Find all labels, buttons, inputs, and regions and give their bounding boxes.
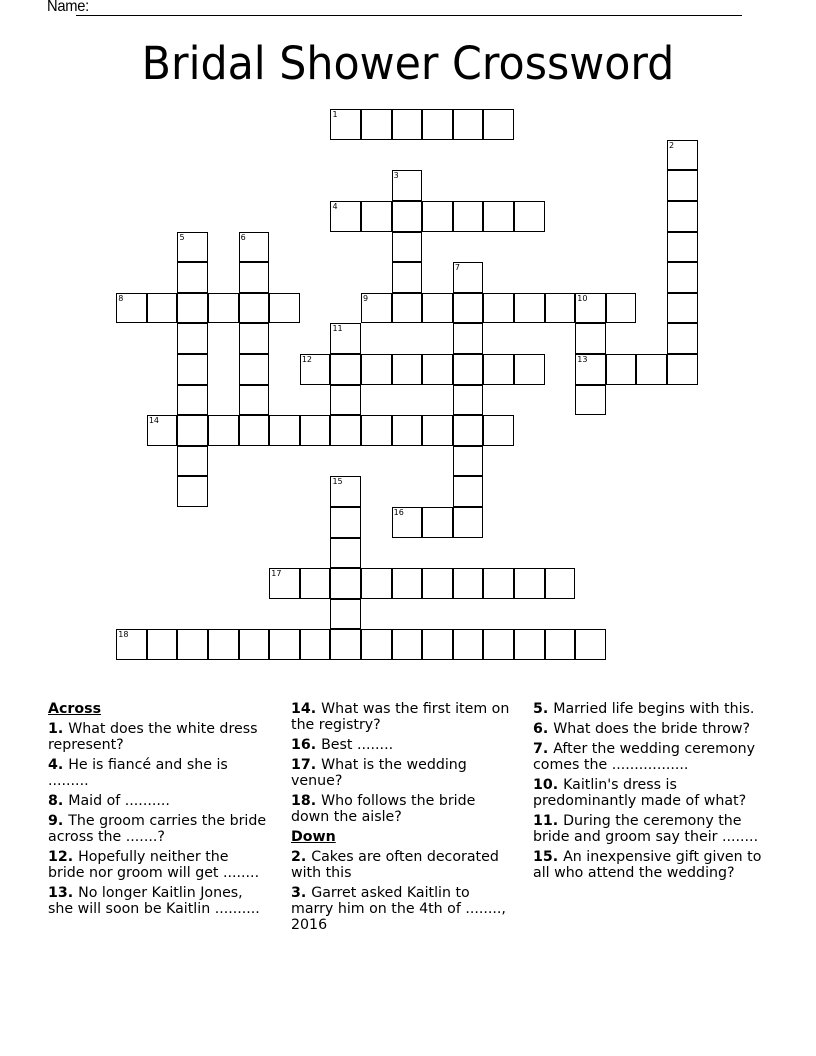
grid-cell[interactable]: [177, 446, 208, 477]
clue-item: 5. Married life begins with this.: [533, 701, 755, 717]
grid-cell[interactable]: [422, 201, 453, 232]
grid-cell[interactable]: [453, 476, 484, 507]
grid-cell[interactable]: [177, 385, 208, 416]
clue-item: 15. An inexpensive gift given to all who attend the wedding?: [533, 849, 762, 881]
grid-cell[interactable]: [392, 415, 423, 446]
grid-cell[interactable]: [422, 293, 453, 324]
grid-cell[interactable]: [177, 354, 208, 385]
clue-number: 4: [332, 202, 338, 212]
clue-item: 11. During the ceremony the bride and groom say their ........: [533, 813, 759, 845]
grid-cell[interactable]: [483, 568, 514, 599]
clues-column-2: [291, 701, 511, 937]
grid-cell[interactable]: [239, 262, 270, 293]
clue-item: 14. What was the first item on the registry?: [291, 701, 510, 733]
grid-cell[interactable]: [453, 323, 484, 354]
clue-number: 15: [332, 477, 343, 487]
clue-item: 1. What does the white dress represent?: [48, 721, 258, 753]
grid-cell[interactable]: [361, 629, 392, 660]
grid-cell[interactable]: [575, 354, 606, 385]
clue-number: 6: [240, 232, 246, 242]
clue-number: 13: [577, 355, 588, 365]
grid-cell[interactable]: [514, 293, 545, 324]
grid-cell[interactable]: [667, 293, 698, 324]
grid-cell[interactable]: [392, 170, 423, 201]
grid-cell[interactable]: [300, 568, 331, 599]
clue-item: 6. What does the bride throw?: [533, 721, 751, 737]
grid-cell[interactable]: [269, 415, 300, 446]
grid-cell[interactable]: [453, 293, 484, 324]
clue-item: 18. Who follows the bride down the aisle?: [291, 793, 476, 825]
clue-item: 17. What is the wedding venue?: [291, 757, 467, 789]
clue-item: 10. Kaitlin's dress is predominantly made of what?: [533, 777, 747, 809]
clue-number: 8: [118, 293, 124, 303]
clue-item: 2. Cakes are often decorated with this: [291, 849, 499, 881]
clues-column-1: [48, 701, 268, 921]
clue-number: 5: [179, 232, 185, 242]
grid-cell[interactable]: [667, 140, 698, 171]
grid-cell[interactable]: [392, 293, 423, 324]
grid-cell[interactable]: [606, 354, 637, 385]
grid-cell[interactable]: [453, 201, 484, 232]
grid-cell[interactable]: [636, 354, 667, 385]
grid-cell[interactable]: [575, 629, 606, 660]
grid-cell[interactable]: [330, 201, 361, 232]
grid-cell[interactable]: [361, 109, 392, 140]
clue-item: 9. The groom carries the bride across the .......?: [48, 813, 267, 845]
name-label: Name:: [47, 0, 89, 15]
grid-cell[interactable]: [269, 568, 300, 599]
grid-cell[interactable]: [177, 262, 208, 293]
grid-cell[interactable]: [330, 385, 361, 416]
grid-cell[interactable]: [392, 232, 423, 263]
grid-cell[interactable]: [575, 323, 606, 354]
grid-cell[interactable]: [269, 293, 300, 324]
grid-cell[interactable]: [453, 385, 484, 416]
clue-number: 12: [301, 355, 313, 365]
grid-cell[interactable]: [177, 293, 208, 324]
grid-cell[interactable]: [392, 354, 423, 385]
grid-cell[interactable]: [392, 201, 423, 232]
grid-cell[interactable]: [392, 568, 423, 599]
grid-cell[interactable]: [392, 262, 423, 293]
clue-number: 3: [393, 171, 399, 181]
grid-cell[interactable]: [483, 354, 514, 385]
grid-cell[interactable]: [667, 201, 698, 232]
grid-cell[interactable]: [453, 629, 484, 660]
grid-cell[interactable]: [269, 629, 300, 660]
grid-cell[interactable]: [483, 109, 514, 140]
grid-cell[interactable]: [392, 629, 423, 660]
grid-cell[interactable]: [422, 354, 453, 385]
grid-cell[interactable]: [514, 568, 545, 599]
grid-cell[interactable]: [361, 293, 392, 324]
grid-cell[interactable]: [483, 293, 514, 324]
grid-cell[interactable]: [667, 170, 698, 201]
grid-cell[interactable]: [545, 568, 576, 599]
clue-number: 9: [363, 293, 369, 303]
grid-cell[interactable]: [453, 446, 484, 477]
grid-cell[interactable]: [422, 109, 453, 140]
grid-cell[interactable]: [361, 354, 392, 385]
clue-item: 3. Garret asked Kaitlin to marry him on the 4th of ........, 2016: [291, 885, 506, 933]
grid-cell[interactable]: [300, 629, 331, 660]
grid-cell[interactable]: [667, 323, 698, 354]
clue-item: 12. Hopefully neither the bride nor groom will get ........: [48, 849, 260, 881]
grid-cell[interactable]: [453, 354, 484, 385]
grid-cell[interactable]: [177, 476, 208, 507]
grid-cell[interactable]: [116, 629, 147, 660]
grid-cell[interactable]: [545, 629, 576, 660]
grid-cell[interactable]: [330, 415, 361, 446]
grid-cell[interactable]: [330, 323, 361, 354]
grid-cell[interactable]: [575, 293, 606, 324]
grid-cell[interactable]: [300, 415, 331, 446]
grid-cell[interactable]: [392, 109, 423, 140]
clue-item: 7. After the wedding ceremony comes the .................: [533, 741, 756, 773]
grid-cell[interactable]: [239, 232, 270, 263]
grid-cell[interactable]: [208, 629, 239, 660]
grid-cell[interactable]: [239, 415, 270, 446]
clue-number: 2: [669, 140, 675, 150]
grid-cell[interactable]: [239, 293, 270, 324]
grid-cell[interactable]: [239, 354, 270, 385]
grid-cell[interactable]: [330, 507, 361, 538]
clue-number: 16: [393, 508, 404, 518]
grid-cell[interactable]: [330, 538, 361, 569]
grid-cell[interactable]: [177, 232, 208, 263]
grid-cell[interactable]: [606, 293, 637, 324]
grid-cell[interactable]: [177, 323, 208, 354]
grid-cell[interactable]: [422, 507, 453, 538]
grid-cell[interactable]: [239, 629, 270, 660]
grid-cell[interactable]: [514, 201, 545, 232]
grid-cell[interactable]: [147, 629, 178, 660]
grid-cell[interactable]: [667, 232, 698, 263]
grid-cell[interactable]: [208, 415, 239, 446]
grid-cell[interactable]: [545, 293, 576, 324]
grid-cell[interactable]: [514, 354, 545, 385]
grid-cell[interactable]: [116, 293, 147, 324]
clue-number: 7: [454, 263, 460, 273]
clue-heading: Across: [48, 701, 102, 717]
clue-heading: Down: [291, 829, 336, 845]
clue-item: 4. He is fiancé and she is .........: [48, 757, 228, 789]
grid-cell[interactable]: [361, 201, 392, 232]
grid-cell[interactable]: [177, 629, 208, 660]
grid-cell[interactable]: [422, 415, 453, 446]
grid-cell[interactable]: [453, 507, 484, 538]
clue-number: 18: [118, 630, 129, 640]
grid-cell[interactable]: [483, 201, 514, 232]
clue-number: 1: [332, 110, 338, 120]
grid-cell[interactable]: [667, 262, 698, 293]
grid-cell[interactable]: [422, 568, 453, 599]
grid-cell[interactable]: [361, 415, 392, 446]
grid-cell[interactable]: [300, 354, 331, 385]
grid-cell[interactable]: [483, 629, 514, 660]
grid-cell[interactable]: [239, 323, 270, 354]
grid-cell[interactable]: [177, 415, 208, 446]
grid-cell[interactable]: [483, 415, 514, 446]
clue-number: 17: [271, 569, 282, 579]
clue-item: 8. Maid of ..........: [48, 793, 170, 809]
grid-cell[interactable]: [330, 599, 361, 630]
grid-cell[interactable]: [239, 385, 270, 416]
clue-number: 10: [577, 293, 588, 303]
grid-cell[interactable]: [147, 415, 178, 446]
grid-cell[interactable]: [330, 476, 361, 507]
grid-cell[interactable]: [514, 629, 545, 660]
grid-cell[interactable]: [208, 293, 239, 324]
clue-item: 13. No longer Kaitlin Jones, she will soon be Kaitlin ..........: [48, 885, 260, 917]
grid-cell[interactable]: [453, 568, 484, 599]
clue-number: 14: [148, 416, 160, 426]
grid-cell[interactable]: [330, 629, 361, 660]
grid-cell[interactable]: [575, 385, 606, 416]
grid-cell[interactable]: [147, 293, 178, 324]
grid-cell[interactable]: [422, 629, 453, 660]
clue-item: 16. Best ........: [291, 737, 394, 753]
grid-cell[interactable]: [667, 354, 698, 385]
grid-cell[interactable]: [330, 109, 361, 140]
grid-cell[interactable]: [330, 354, 361, 385]
grid-cell[interactable]: [453, 262, 484, 293]
grid-cell[interactable]: [453, 109, 484, 140]
grid-cell[interactable]: [392, 507, 423, 538]
grid-cell[interactable]: [361, 568, 392, 599]
page-title: Bridal Shower Crossword: [141, 37, 675, 90]
grid-cell[interactable]: [330, 568, 361, 599]
grid-cell[interactable]: [453, 415, 484, 446]
clues-column-3: [533, 701, 773, 885]
clue-number: 11: [332, 324, 343, 334]
